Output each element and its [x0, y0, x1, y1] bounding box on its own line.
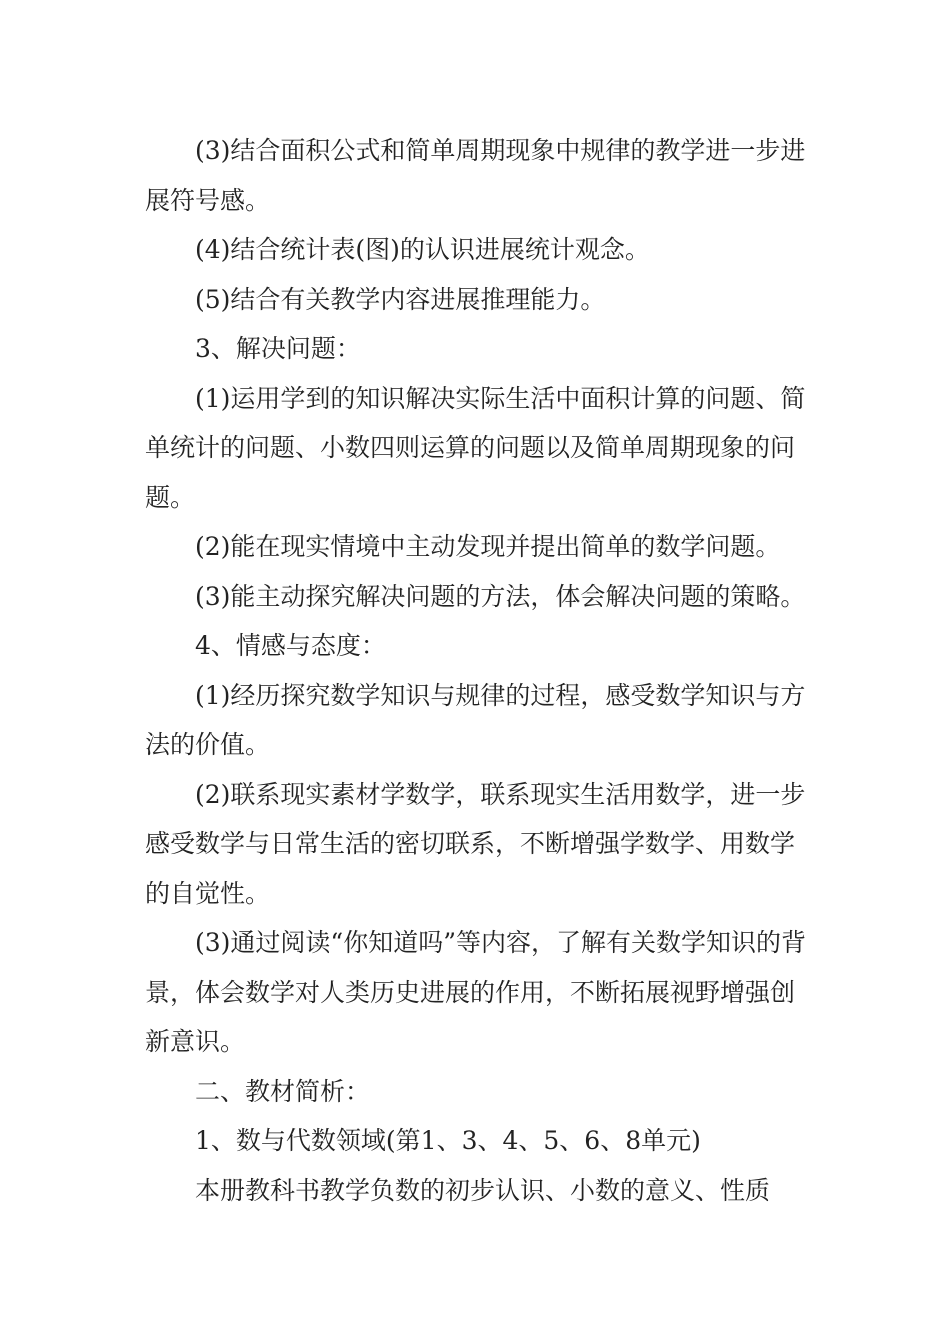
paragraph-emotion-2: (2)联系现实素材学数学，联系现实生活用数学，进一步感受数学与日常生活的密切联系，不断增强学数学、用数学的自觉性。	[145, 779, 806, 908]
paragraph-goal-4-statistics: (4)结合统计表(图)的认识进展统计观念。	[195, 235, 650, 264]
paragraph-problem-solving-2: (2)能在现实情境中主动发现并提出简单的数学问题。	[195, 532, 781, 561]
document-body	[145, 126, 810, 1215]
paragraph-problem-solving-3: (3)能主动探究解决问题的方法，体会解决问题的策略。	[195, 581, 806, 611]
paragraph-goal-5-reasoning: (5)结合有关教学内容进展推理能力。	[195, 284, 606, 314]
heading-number-algebra: 1、数与代数领域(第1、3、4、5、6、8单元)	[195, 1126, 701, 1155]
heading-emotion-attitude: 4、情感与态度：	[195, 631, 386, 660]
paragraph-emotion-3: (3)通过阅读“你知道吗”等内容，了解有关数学知识的背景，体会数学对人类历史进展的作用，不断拓展视野增强创新意识。	[145, 928, 806, 1056]
heading-problem-solving: 3、解决问题：	[195, 334, 361, 363]
paragraph-problem-solving-1: (1)运用学到的知识解决实际生活中面积计算的问题、简单统计的问题、小数四则运算的问题以及简单周期现象的问题。	[145, 383, 806, 512]
paragraph-textbook-intro: 本册教科书教学负数的初步认识、小数的意义、性质	[195, 1175, 771, 1205]
heading-textbook-analysis: 二、教材简析：	[195, 1076, 371, 1106]
paragraph-emotion-1: (1)经历探究数学知识与规律的过程，感受数学知识与方法的价值。	[145, 680, 806, 759]
paragraph-goal-3-symbol-sense: (3)结合面积公式和简单周期现象中规律的教学进一步进展符号感。	[145, 136, 806, 215]
